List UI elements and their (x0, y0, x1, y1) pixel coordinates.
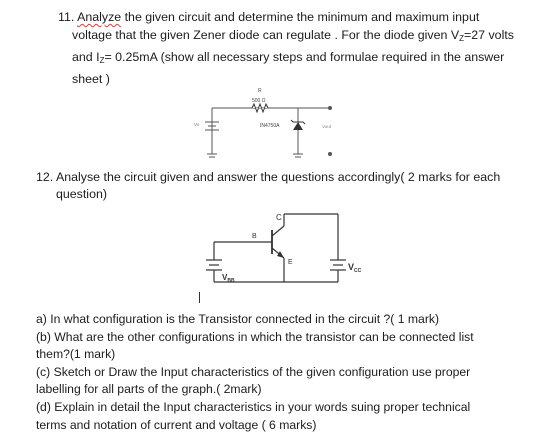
resistor-value: 500 Ω (252, 98, 266, 104)
q11-vz-subscript: Z (459, 34, 465, 43)
vbb-subscript: BB (227, 278, 235, 284)
vbb-main: V (222, 273, 228, 282)
part-b-line-2: them?(1 mark) (36, 347, 116, 362)
question-12-text (36, 169, 536, 203)
q11-line-3 (58, 48, 528, 70)
question-11-text (58, 8, 528, 88)
resistor-label: R (258, 88, 262, 94)
output-terminal (329, 107, 332, 110)
q11-line-1-rest: the given circuit and determine the minimum and maximum input (121, 10, 480, 24)
q11-line-3-end: = 0.25mA (show all necessary steps and formulae required in the answer (104, 50, 505, 64)
q11-line-2 (58, 26, 528, 48)
part-c-line-1: (c) Sketch or Draw the Input characteristics of the given configuration use proper (36, 364, 471, 379)
collector-label: C (276, 213, 282, 222)
part-b-line-1: (b) What are the other configurations in which the transistor can be connected list (36, 329, 474, 344)
output-label: Vout (322, 124, 332, 129)
part-a: a) In what configuration is the Transistor connected in the circuit ?( 1 mark) (36, 312, 440, 326)
zener-diode-symbol (293, 122, 303, 130)
base-label: B (252, 233, 257, 240)
part-d-line-1: (d) Explain in detail the Input characteristics in your words suing proper technical (36, 399, 471, 414)
source-label: Vs (194, 122, 200, 127)
zener-circuit-diagram (190, 82, 350, 162)
output-ground-terminal (329, 153, 332, 156)
emitter-arrow (277, 251, 284, 258)
question-12-parts (36, 311, 536, 434)
q11-line-1 (58, 8, 528, 26)
diode-label: IN4750A (260, 123, 280, 129)
q11-line-2-text: voltage that the given Zener diode can regulate . For the diode given V (72, 28, 460, 42)
vcc-subscript: CC (354, 268, 362, 274)
q11-line-2-end: =27 volts (464, 28, 514, 42)
q12-line-2: question) (56, 187, 107, 201)
vcc-main: V (348, 262, 355, 272)
q11-number: 11. (58, 10, 75, 24)
q11-iz-subscript: Z (99, 56, 105, 65)
emitter-label: E (288, 259, 293, 266)
part-d-line-2: terms and notation of current and voltage ( 6 marks) (36, 417, 317, 432)
part-c-line-2: labelling for all parts of the graph.( 2mark) (36, 382, 262, 397)
q11-line-4: sheet ) (72, 72, 110, 86)
text-cursor (199, 292, 200, 303)
resistor-symbol (252, 104, 268, 112)
q11-line-3-text: and I (72, 50, 100, 64)
q12-line-1: 12. Analyse the circuit given and answer the questions accordingly( 2 marks for each (36, 170, 501, 184)
transistor-circuit-diagram (196, 208, 376, 304)
transistor-collector-lead (272, 226, 284, 236)
vcc-label (348, 262, 362, 274)
q11-analyze-word: Analyze (77, 10, 122, 24)
